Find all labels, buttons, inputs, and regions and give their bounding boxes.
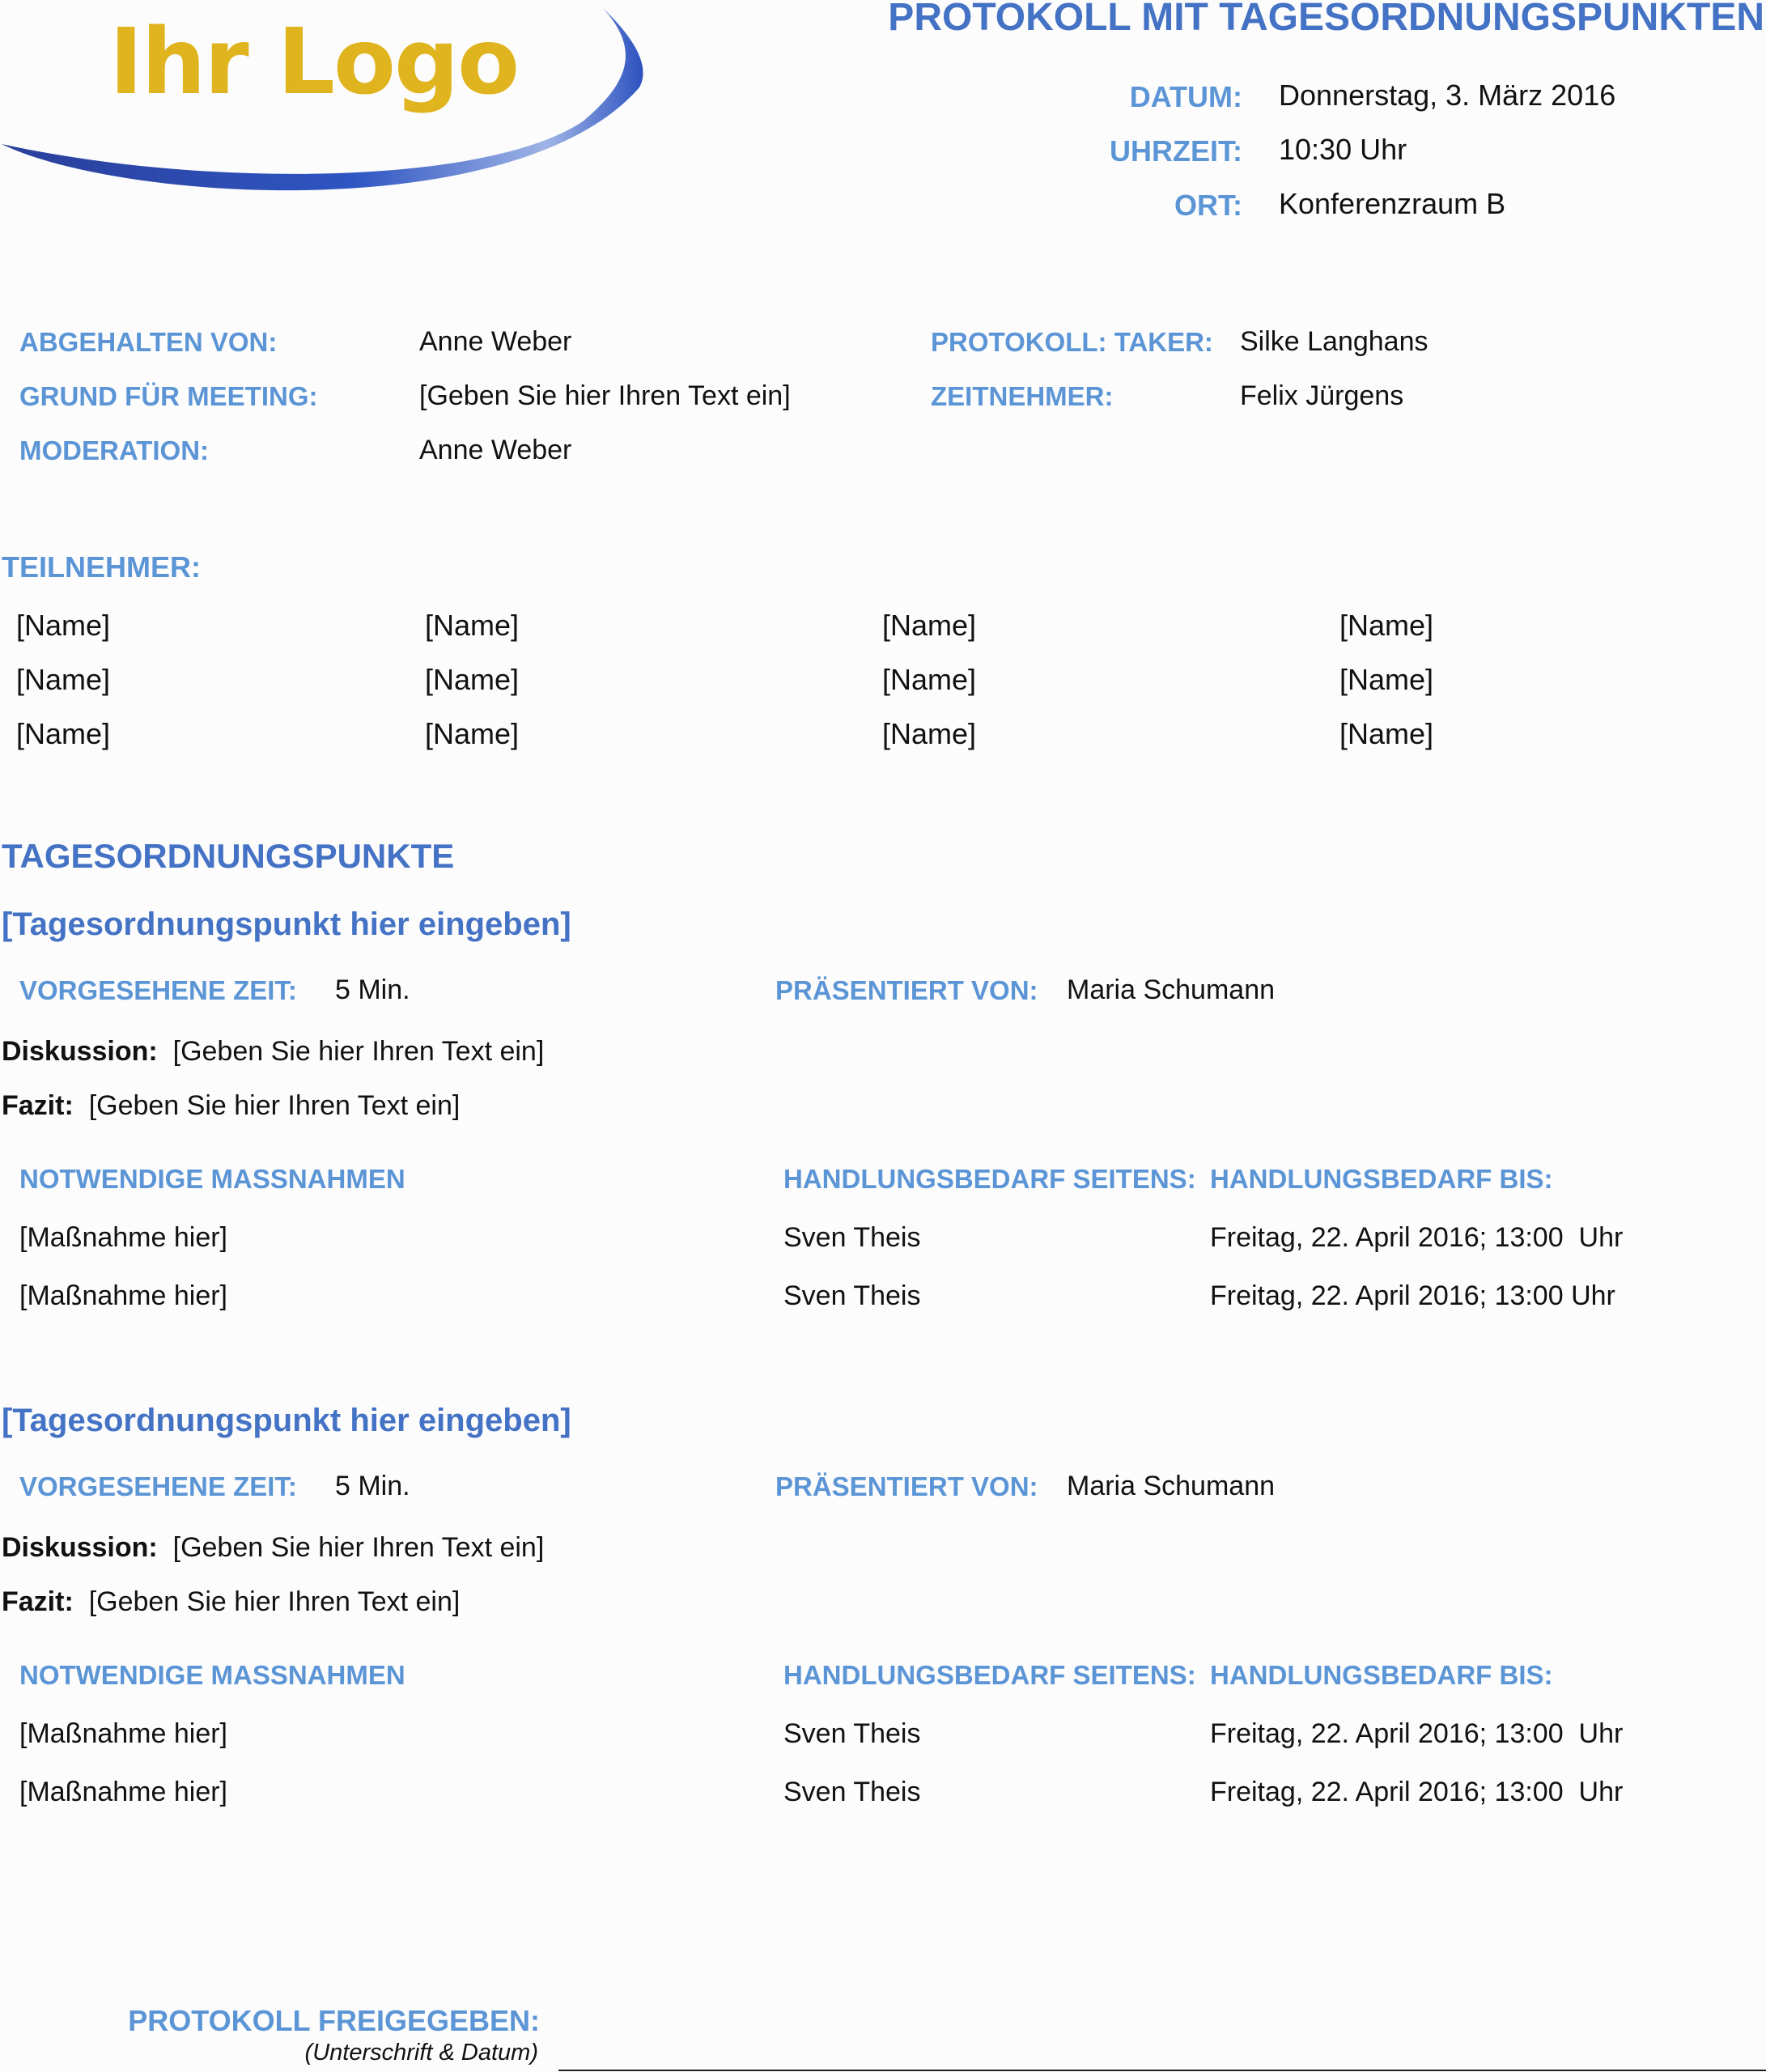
discussion-text: [Geben Sie hier Ihren Text ein]	[172, 1532, 545, 1563]
action-deadline: Freitag, 22. April 2016; 13:00 Uhr	[1210, 1280, 1615, 1311]
action-text: [Maßnahme hier]	[19, 1280, 227, 1311]
deadline-header: HANDLUNGSBEDARF BIS:	[1210, 1660, 1553, 1690]
action-deadline: Freitag, 22. April 2016; 13:00 Uhr	[1210, 1777, 1624, 1807]
presenter-value: Maria Schumann	[1067, 1471, 1276, 1501]
conclusion-label: Fazit:	[2, 1090, 74, 1121]
participants-label: TEILNEHMER:	[2, 550, 201, 584]
moderation-label: MODERATION:	[19, 435, 210, 465]
date-value: Donnerstag, 3. März 2016	[1279, 79, 1616, 112]
planned-time-label: VORGESEHENE ZEIT:	[19, 1471, 297, 1501]
date-label: DATUM:	[1129, 80, 1242, 113]
deadline-header: HANDLUNGSBEDARF BIS:	[1210, 1164, 1553, 1194]
participant-name: [Name]	[882, 663, 977, 696]
presenter-label: PRÄSENTIERT VON:	[775, 1471, 1038, 1501]
participant-name: [Name]	[425, 717, 520, 750]
discussion-label: Diskussion:	[2, 1532, 158, 1563]
discussion-row	[2, 1532, 544, 1564]
conclusion-label: Fazit:	[2, 1586, 74, 1617]
moderation-value: Anne Weber	[419, 435, 572, 465]
minutes-taker-label: PROTOKOLL: TAKER:	[931, 327, 1213, 357]
action-deadline: Freitag, 22. April 2016; 13:00 Uhr	[1210, 1718, 1624, 1749]
timekeeper-value: Felix Jürgens	[1240, 380, 1404, 411]
action-owner: Sven Theis	[783, 1718, 921, 1749]
held-by-label: ABGEHALTEN VON:	[19, 327, 278, 357]
action-owner: Sven Theis	[783, 1280, 921, 1311]
planned-time-value: 5 Min.	[335, 974, 410, 1005]
conclusion-text: [Geben Sie hier Ihren Text ein]	[88, 1090, 461, 1121]
conclusion-row	[2, 1586, 460, 1618]
place-label: ORT:	[1174, 189, 1242, 222]
reason-label: GRUND FÜR MEETING:	[19, 381, 318, 411]
signoff-label: PROTOKOLL FREIGEGEBEN:	[128, 2004, 540, 2037]
participant-name: [Name]	[425, 663, 520, 696]
logo-text: Ihr Logo	[109, 10, 519, 115]
agenda-heading: TAGESORDNUNGSPUNKTE	[2, 837, 455, 875]
signoff-subtitle: (Unterschrift & Datum)	[304, 2040, 538, 2066]
owner-header: HANDLUNGSBEDARF SEITENS:	[783, 1660, 1196, 1690]
conclusion-row	[2, 1090, 460, 1122]
signature-line[interactable]	[558, 2070, 1766, 2071]
planned-time-label: VORGESEHENE ZEIT:	[19, 975, 297, 1005]
owner-header: HANDLUNGSBEDARF SEITENS:	[783, 1164, 1196, 1194]
actions-header: NOTWENDIGE MASSNAHMEN	[19, 1164, 405, 1194]
presenter-label: PRÄSENTIERT VON:	[775, 975, 1038, 1005]
participant-name: [Name]	[1339, 663, 1434, 696]
page-title: PROTOKOLL MIT TAGESORDNUNGSPUNKTEN	[888, 0, 1764, 39]
participant-name: [Name]	[16, 663, 111, 696]
action-text: [Maßnahme hier]	[19, 1222, 227, 1253]
presenter-value: Maria Schumann	[1067, 974, 1276, 1005]
action-text: [Maßnahme hier]	[19, 1718, 227, 1749]
discussion-text: [Geben Sie hier Ihren Text ein]	[172, 1036, 545, 1067]
time-value: 10:30 Uhr	[1279, 133, 1407, 166]
timekeeper-label: ZEITNEHMER:	[931, 381, 1114, 411]
action-deadline: Freitag, 22. April 2016; 13:00 Uhr	[1210, 1222, 1624, 1253]
actions-header: NOTWENDIGE MASSNAHMEN	[19, 1660, 405, 1690]
participant-name: [Name]	[1339, 717, 1434, 750]
logo	[0, 0, 647, 210]
conclusion-text: [Geben Sie hier Ihren Text ein]	[88, 1586, 461, 1617]
participant-name: [Name]	[882, 609, 977, 642]
participant-name: [Name]	[425, 609, 520, 642]
action-owner: Sven Theis	[783, 1777, 921, 1807]
action-owner: Sven Theis	[783, 1222, 921, 1253]
discussion-label: Diskussion:	[2, 1036, 158, 1067]
held-by-value: Anne Weber	[419, 326, 572, 357]
discussion-row	[2, 1036, 544, 1068]
agenda-item-title: [Tagesordnungspunkt hier eingeben]	[2, 1403, 571, 1438]
participant-name: [Name]	[1339, 609, 1434, 642]
participant-name: [Name]	[882, 717, 977, 750]
time-label: UHRZEIT:	[1110, 134, 1242, 168]
minutes-taker-value: Silke Langhans	[1240, 326, 1429, 357]
reason-value: [Geben Sie hier Ihren Text ein]	[419, 380, 791, 411]
agenda-item-title: [Tagesordnungspunkt hier eingeben]	[2, 906, 571, 942]
place-value: Konferenzraum B	[1279, 187, 1506, 220]
planned-time-value: 5 Min.	[335, 1471, 410, 1501]
action-text: [Maßnahme hier]	[19, 1777, 227, 1807]
participant-name: [Name]	[16, 609, 111, 642]
participant-name: [Name]	[16, 717, 111, 750]
